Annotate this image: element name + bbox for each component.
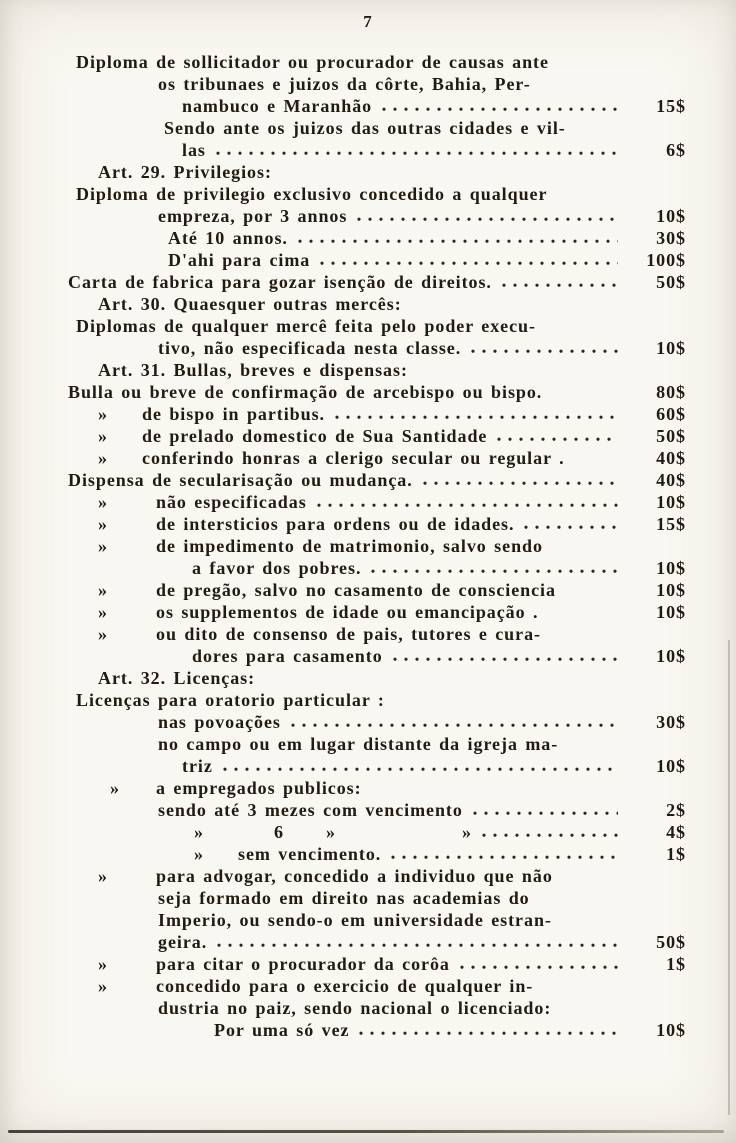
line-text: Art. 29. Privilegios: bbox=[98, 162, 272, 182]
fee-value: 2$ bbox=[666, 800, 686, 820]
text-line bbox=[76, 623, 686, 645]
line-text: Bulla ou breve de confirmação de arcebispo ou bispo. bbox=[68, 382, 543, 402]
ditto-mark: » bbox=[98, 866, 108, 886]
text-line bbox=[76, 1019, 686, 1041]
text-line bbox=[76, 73, 686, 95]
fee-value: 50$ bbox=[656, 426, 686, 446]
text-line bbox=[76, 337, 686, 359]
line-text: de bispo in partibus. bbox=[142, 404, 326, 424]
scan-bottom-edge-artifact bbox=[8, 1130, 724, 1133]
dot-leader bbox=[371, 568, 618, 575]
fee-value: 10$ bbox=[656, 492, 686, 512]
ditto-mark: » bbox=[98, 426, 108, 446]
dot-leader bbox=[317, 502, 618, 509]
ditto-mark: 6 bbox=[274, 822, 284, 842]
text-line bbox=[76, 139, 686, 161]
dot-leader bbox=[359, 1030, 618, 1037]
fee-value: 50$ bbox=[656, 932, 686, 952]
dot-leader bbox=[357, 216, 618, 223]
dot-leader bbox=[217, 942, 618, 949]
line-text: Sendo ante os juizos das outras cidades e vil- bbox=[164, 118, 566, 138]
ditto-mark: » bbox=[98, 448, 108, 468]
text-line bbox=[76, 513, 686, 535]
fee-value: 10$ bbox=[656, 580, 686, 600]
line-text: a empregados publicos: bbox=[156, 778, 362, 798]
line-text: para citar o procurador da corôa bbox=[156, 954, 450, 974]
text-line bbox=[68, 271, 686, 293]
fee-value: 40$ bbox=[656, 470, 686, 490]
fee-value: 30$ bbox=[656, 228, 686, 248]
text-line bbox=[76, 909, 686, 931]
ditto-mark: » bbox=[98, 954, 108, 974]
text-line bbox=[76, 535, 686, 557]
fee-value: 10$ bbox=[656, 756, 686, 776]
ditto-mark: » bbox=[98, 602, 108, 622]
line-text: Art. 32. Licenças: bbox=[98, 668, 256, 688]
line-text: nambuco e Maranhão bbox=[182, 96, 373, 116]
text-line bbox=[76, 689, 686, 711]
ditto-mark: » bbox=[462, 822, 472, 842]
fee-value: 10$ bbox=[656, 338, 686, 358]
text-line bbox=[76, 557, 686, 579]
text-line bbox=[76, 711, 686, 733]
text-line bbox=[76, 117, 686, 139]
dot-leader bbox=[473, 810, 618, 817]
fee-value: 4$ bbox=[666, 822, 686, 842]
text-line bbox=[76, 755, 686, 777]
text-line bbox=[76, 645, 686, 667]
ditto-mark: » bbox=[98, 492, 108, 512]
dot-leader bbox=[320, 260, 618, 267]
line-text: de prelado domestico de Sua Santidade bbox=[142, 426, 488, 446]
dot-leader bbox=[502, 282, 618, 289]
text-line bbox=[76, 997, 686, 1019]
text-line bbox=[76, 227, 686, 249]
fee-value: 60$ bbox=[656, 404, 686, 424]
line-text: Carta de fabrica para gozar isenção de direitos. bbox=[68, 272, 492, 292]
line-text: Diploma de sollicitador ou procurador de causas ante bbox=[76, 52, 549, 72]
page-number: 7 bbox=[363, 12, 373, 31]
line-text: não especificadas bbox=[156, 492, 307, 512]
dot-leader bbox=[391, 854, 618, 861]
text-line bbox=[76, 95, 686, 117]
line-text: sem vencimento. bbox=[238, 844, 382, 864]
ditto-mark: » bbox=[98, 624, 108, 644]
text-line bbox=[76, 931, 686, 953]
fee-value: 40$ bbox=[656, 448, 686, 468]
line-text: seja formado em direito nas academias do bbox=[158, 888, 530, 908]
line-text: Até 10 annos. bbox=[168, 228, 288, 248]
line-text: dustria no paiz, sendo nacional o licenciado: bbox=[158, 998, 552, 1018]
line-text: Licenças para oratorio particular : bbox=[76, 690, 385, 710]
text-line bbox=[76, 799, 686, 821]
text-line bbox=[68, 469, 686, 491]
dot-leader bbox=[298, 238, 618, 245]
line-text: concedido para o exercicio de qualquer in- bbox=[156, 976, 534, 996]
ditto-mark: » bbox=[110, 778, 120, 798]
dot-leader bbox=[216, 150, 618, 157]
line-text: conferindo honras a clerigo secular ou regular . bbox=[142, 448, 565, 468]
text-line bbox=[76, 579, 686, 601]
fee-value: 1$ bbox=[666, 844, 686, 864]
fee-value: 1$ bbox=[666, 954, 686, 974]
line-text: Por uma só vez bbox=[214, 1020, 350, 1040]
line-text: Art. 30. Quaesquer outras mercês: bbox=[98, 294, 402, 314]
document-lines bbox=[0, 32, 736, 1041]
text-line bbox=[76, 601, 686, 623]
line-text: triz bbox=[182, 756, 213, 776]
fee-value: 80$ bbox=[656, 382, 686, 402]
text-line bbox=[76, 733, 686, 755]
fee-value: 30$ bbox=[656, 712, 686, 732]
text-line bbox=[76, 161, 686, 183]
line-text: empreza, por 3 annos bbox=[158, 206, 348, 226]
text-line bbox=[76, 865, 686, 887]
line-text: os tribunaes e juizos da côrte, Bahia, Per- bbox=[158, 74, 531, 94]
line-text: de impedimento de matrimonio, salvo sendo bbox=[156, 536, 543, 556]
dot-leader bbox=[393, 656, 618, 663]
line-text: las bbox=[182, 140, 206, 160]
ditto-mark: » bbox=[194, 844, 204, 864]
dot-leader bbox=[223, 766, 618, 773]
line-text: os supplementos de idade ou emancipação . bbox=[156, 602, 539, 622]
ditto-mark: » bbox=[98, 976, 108, 996]
fee-value: 10$ bbox=[656, 1020, 686, 1040]
text-line bbox=[76, 249, 686, 271]
text-line bbox=[76, 953, 686, 975]
line-text: D'ahi para cima bbox=[168, 250, 311, 270]
text-line bbox=[76, 183, 686, 205]
ditto-mark: » bbox=[98, 404, 108, 424]
line-text: a favor dos pobres. bbox=[192, 558, 362, 578]
text-line bbox=[76, 887, 686, 909]
dot-leader bbox=[382, 106, 618, 113]
ditto-mark: » bbox=[194, 822, 204, 842]
dot-leader bbox=[471, 348, 618, 355]
line-text: tivo, não especificada nesta classe. bbox=[158, 338, 462, 358]
text-line bbox=[76, 293, 686, 315]
text-line bbox=[76, 777, 686, 799]
ditto-mark: » bbox=[98, 580, 108, 600]
text-line bbox=[76, 975, 686, 997]
line-text: Diploma de privilegio exclusivo concedido a qualquer bbox=[76, 184, 548, 204]
line-text: dores para casamento bbox=[192, 646, 383, 666]
dot-leader bbox=[482, 832, 618, 839]
line-text: de pregão, salvo no casamento de consciencia bbox=[156, 580, 556, 600]
text-line bbox=[76, 205, 686, 227]
line-text: Dispensa de secularisação ou mudança. bbox=[68, 470, 413, 490]
text-line bbox=[76, 359, 686, 381]
fee-value: 10$ bbox=[656, 602, 686, 622]
line-text: ou dito de consenso de pais, tutores e cura- bbox=[156, 624, 541, 644]
ditto-mark: » bbox=[326, 822, 336, 842]
dot-leader bbox=[291, 722, 618, 729]
line-text: Art. 31. Bullas, breves e dispensas: bbox=[98, 360, 408, 380]
text-line bbox=[76, 491, 686, 513]
dot-leader bbox=[460, 964, 618, 971]
fee-value: 10$ bbox=[656, 206, 686, 226]
text-line bbox=[76, 403, 686, 425]
text-line bbox=[76, 821, 686, 843]
fee-value: 100$ bbox=[646, 250, 686, 270]
line-text: sendo até 3 mezes com vencimento bbox=[158, 800, 463, 820]
line-text: para advogar, concedido a individuo que não bbox=[156, 866, 553, 886]
fee-value: 15$ bbox=[656, 514, 686, 534]
text-line bbox=[76, 51, 686, 73]
text-line bbox=[76, 425, 686, 447]
line-text: nas povoações bbox=[158, 712, 281, 732]
text-line bbox=[68, 381, 686, 403]
text-line bbox=[76, 447, 686, 469]
line-text: geira. bbox=[158, 932, 208, 952]
dot-leader bbox=[423, 480, 618, 487]
fee-value: 10$ bbox=[656, 646, 686, 666]
dot-leader bbox=[524, 524, 618, 531]
text-line bbox=[76, 667, 686, 689]
line-text: no campo ou em lugar distante da igreja ma- bbox=[158, 734, 559, 754]
fee-value: 10$ bbox=[656, 558, 686, 578]
scan-right-edge-artifact bbox=[728, 640, 730, 1115]
fee-value: 50$ bbox=[656, 272, 686, 292]
line-text: Imperio, ou sendo-o em universidade estran- bbox=[158, 910, 552, 930]
fee-value: 6$ bbox=[666, 140, 686, 160]
line-text: Diplomas de qualquer mercê feita pelo poder execu- bbox=[76, 316, 536, 336]
dot-leader bbox=[335, 414, 618, 421]
ditto-mark: » bbox=[98, 514, 108, 534]
text-line bbox=[76, 843, 686, 865]
dot-leader bbox=[497, 436, 618, 443]
fee-value: 15$ bbox=[656, 96, 686, 116]
ditto-mark: » bbox=[98, 536, 108, 556]
text-line bbox=[76, 315, 686, 337]
line-text: de intersticios para ordens ou de idades. bbox=[156, 514, 515, 534]
